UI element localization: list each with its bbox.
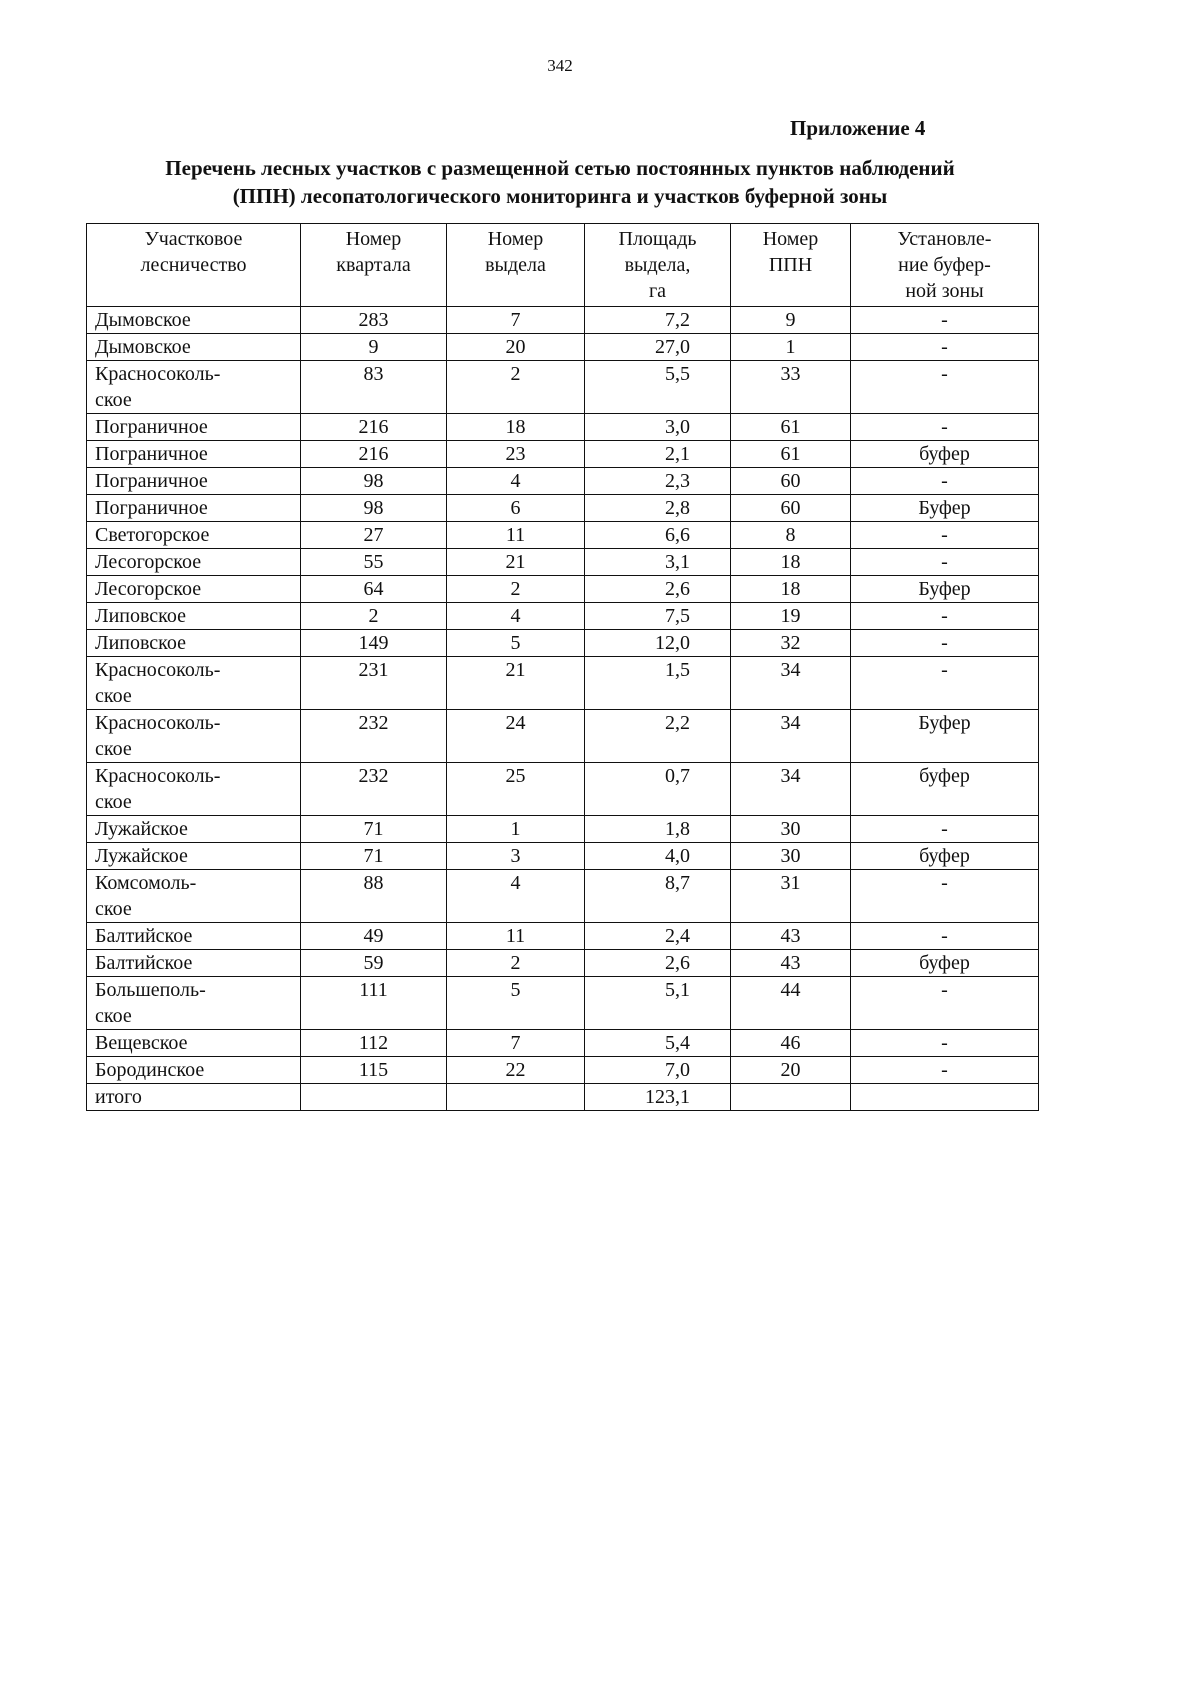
forestry-cell bbox=[87, 977, 301, 1030]
ppn-cell: 18 bbox=[731, 549, 851, 576]
forestry-cell bbox=[87, 843, 301, 870]
area-cell: 27,0 bbox=[585, 334, 731, 361]
table-row bbox=[87, 763, 1039, 816]
quarter-cell: 149 bbox=[301, 630, 447, 657]
buffer-cell: - bbox=[851, 334, 1039, 361]
forestry-name-line: ское bbox=[95, 685, 132, 707]
forestry-cell bbox=[87, 630, 301, 657]
area-cell: 2,4 bbox=[585, 923, 731, 950]
quarter-cell: 283 bbox=[301, 307, 447, 334]
forestry-cell bbox=[87, 549, 301, 576]
forestry-name-line: Лесогорское bbox=[95, 551, 202, 573]
area-cell: 1,8 bbox=[585, 816, 731, 843]
allotment-cell: 18 bbox=[447, 414, 585, 441]
total-label: итого bbox=[87, 1084, 301, 1111]
quarter-cell: 232 bbox=[301, 710, 447, 763]
allotment-cell: 21 bbox=[447, 549, 585, 576]
allotment-cell: 7 bbox=[447, 307, 585, 334]
ppn-cell: 1 bbox=[731, 334, 851, 361]
total-area: 123,1 bbox=[585, 1084, 731, 1111]
quarter-cell: 55 bbox=[301, 549, 447, 576]
area-cell: 8,7 bbox=[585, 870, 731, 923]
forestry-name-line: Балтийское bbox=[95, 925, 193, 947]
forestry-name-line: Липовское bbox=[95, 605, 186, 627]
buffer-cell: - bbox=[851, 468, 1039, 495]
forestry-name-line: ское bbox=[95, 1005, 132, 1027]
forestry-name-line: ское bbox=[95, 791, 132, 813]
table-row bbox=[87, 870, 1039, 923]
ppn-cell: 44 bbox=[731, 977, 851, 1030]
forestry-cell bbox=[87, 441, 301, 468]
quarter-cell: 111 bbox=[301, 977, 447, 1030]
ppn-cell: 43 bbox=[731, 923, 851, 950]
area-cell: 7,0 bbox=[585, 1057, 731, 1084]
table-row bbox=[87, 307, 1039, 334]
allotment-cell: 25 bbox=[447, 763, 585, 816]
forestry-name-line: Красносоколь- bbox=[95, 765, 221, 787]
header-allotment-number: Номер выдела bbox=[447, 224, 585, 307]
quarter-cell: 64 bbox=[301, 576, 447, 603]
header-quarter-number: Номер квартала bbox=[301, 224, 447, 307]
area-cell: 4,0 bbox=[585, 843, 731, 870]
document-title-line-2: (ППН) лесопатологического мониторинга и участков буферной зоны bbox=[232, 184, 888, 208]
allotment-cell: 11 bbox=[447, 522, 585, 549]
forestry-name-line: Пограничное bbox=[95, 497, 208, 519]
area-cell: 2,3 bbox=[585, 468, 731, 495]
area-cell: 2,2 bbox=[585, 710, 731, 763]
quarter-cell: 216 bbox=[301, 414, 447, 441]
forestry-cell bbox=[87, 710, 301, 763]
table-row bbox=[87, 977, 1039, 1030]
area-cell: 5,4 bbox=[585, 1030, 731, 1057]
forestry-cell bbox=[87, 763, 301, 816]
total-cell bbox=[731, 1084, 851, 1111]
buffer-cell: Буфер bbox=[851, 710, 1039, 763]
forestry-name-line: ское bbox=[95, 898, 132, 920]
quarter-cell: 115 bbox=[301, 1057, 447, 1084]
forestry-cell bbox=[87, 495, 301, 522]
forestry-cell bbox=[87, 870, 301, 923]
ppn-cell: 46 bbox=[731, 1030, 851, 1057]
quarter-cell: 71 bbox=[301, 843, 447, 870]
allotment-cell: 21 bbox=[447, 657, 585, 710]
appendix-label: Приложение 4 bbox=[790, 116, 926, 140]
area-cell: 1,5 bbox=[585, 657, 731, 710]
forestry-cell bbox=[87, 361, 301, 414]
forestry-cell bbox=[87, 414, 301, 441]
total-cell bbox=[301, 1084, 447, 1111]
forestry-cell bbox=[87, 1030, 301, 1057]
allotment-cell: 2 bbox=[447, 950, 585, 977]
buffer-cell: - bbox=[851, 923, 1039, 950]
buffer-cell: - bbox=[851, 657, 1039, 710]
area-cell: 7,5 bbox=[585, 603, 731, 630]
table-row bbox=[87, 843, 1039, 870]
ppn-cell: 30 bbox=[731, 816, 851, 843]
forestry-name-line: Светогорское bbox=[95, 524, 210, 546]
buffer-cell: - bbox=[851, 307, 1039, 334]
buffer-cell: - bbox=[851, 977, 1039, 1030]
buffer-cell: буфер bbox=[851, 441, 1039, 468]
area-cell: 3,1 bbox=[585, 549, 731, 576]
quarter-cell: 112 bbox=[301, 1030, 447, 1057]
table-row bbox=[87, 468, 1039, 495]
table-row bbox=[87, 1057, 1039, 1084]
forestry-cell bbox=[87, 334, 301, 361]
table-row bbox=[87, 1030, 1039, 1057]
area-cell: 2,1 bbox=[585, 441, 731, 468]
forestry-name-line: Дымовское bbox=[95, 309, 191, 331]
buffer-cell: буфер bbox=[851, 950, 1039, 977]
allotment-cell: 24 bbox=[447, 710, 585, 763]
forestry-name-line: Красносоколь- bbox=[95, 363, 221, 385]
forestry-name-line: Бородинское bbox=[95, 1059, 205, 1081]
allotment-cell: 22 bbox=[447, 1057, 585, 1084]
allotment-cell: 3 bbox=[447, 843, 585, 870]
allotment-cell: 7 bbox=[447, 1030, 585, 1057]
forestry-name-line: Лесогорское bbox=[95, 578, 202, 600]
forestry-cell bbox=[87, 923, 301, 950]
table-row bbox=[87, 923, 1039, 950]
table-row bbox=[87, 414, 1039, 441]
forestry-cell bbox=[87, 522, 301, 549]
header-forestry: Участковое лесничество bbox=[87, 224, 301, 307]
buffer-cell: Буфер bbox=[851, 576, 1039, 603]
quarter-cell: 88 bbox=[301, 870, 447, 923]
quarter-cell: 2 bbox=[301, 603, 447, 630]
buffer-cell: - bbox=[851, 816, 1039, 843]
buffer-cell: - bbox=[851, 603, 1039, 630]
table-row bbox=[87, 657, 1039, 710]
ppn-cell: 20 bbox=[731, 1057, 851, 1084]
total-row bbox=[87, 1084, 1039, 1111]
ppn-cell: 61 bbox=[731, 414, 851, 441]
total-cell bbox=[447, 1084, 585, 1111]
ppn-cell: 18 bbox=[731, 576, 851, 603]
allotment-cell: 11 bbox=[447, 923, 585, 950]
quarter-cell: 83 bbox=[301, 361, 447, 414]
buffer-cell: буфер bbox=[851, 763, 1039, 816]
quarter-cell: 231 bbox=[301, 657, 447, 710]
area-cell: 5,1 bbox=[585, 977, 731, 1030]
area-cell: 2,6 bbox=[585, 950, 731, 977]
forestry-name-line: Вещевское bbox=[95, 1032, 188, 1054]
area-cell: 3,0 bbox=[585, 414, 731, 441]
forestry-name-line: Пограничное bbox=[95, 470, 208, 492]
forestry-name-line: Лужайское bbox=[95, 845, 188, 867]
buffer-cell: - bbox=[851, 630, 1039, 657]
forestry-cell bbox=[87, 950, 301, 977]
buffer-cell: - bbox=[851, 870, 1039, 923]
header-ppn-number: Номер ППН bbox=[731, 224, 851, 307]
ppn-cell: 34 bbox=[731, 657, 851, 710]
quarter-cell: 71 bbox=[301, 816, 447, 843]
buffer-cell: - bbox=[851, 361, 1039, 414]
document-title-line-1: Перечень лесных участков с размещенной сетью постоянных пунктов наблюдений bbox=[165, 156, 955, 180]
table-row bbox=[87, 495, 1039, 522]
allotment-cell: 5 bbox=[447, 977, 585, 1030]
buffer-cell: - bbox=[851, 414, 1039, 441]
ppn-cell: 31 bbox=[731, 870, 851, 923]
table-row bbox=[87, 816, 1039, 843]
table-row bbox=[87, 549, 1039, 576]
ppn-cell: 34 bbox=[731, 710, 851, 763]
forestry-cell bbox=[87, 1057, 301, 1084]
header-allotment-area: Площадь выдела, га bbox=[585, 224, 731, 307]
forestry-name-line: Большеполь- bbox=[95, 979, 206, 1001]
area-cell: 6,6 bbox=[585, 522, 731, 549]
forestry-name-line: Пограничное bbox=[95, 443, 208, 465]
buffer-cell: - bbox=[851, 549, 1039, 576]
forestry-name-line: Липовское bbox=[95, 632, 186, 654]
forestry-name-line: Красносоколь- bbox=[95, 712, 221, 734]
forestry-cell bbox=[87, 468, 301, 495]
forestry-name-line: Красносоколь- bbox=[95, 659, 221, 681]
table-row bbox=[87, 603, 1039, 630]
header-buffer-zone: Установле- ние буфер- ной зоны bbox=[851, 224, 1039, 307]
table-body bbox=[87, 307, 1039, 1084]
ppn-cell: 19 bbox=[731, 603, 851, 630]
forestry-name-line: Лужайское bbox=[95, 818, 188, 840]
forestry-cell bbox=[87, 603, 301, 630]
ppn-cell: 8 bbox=[731, 522, 851, 549]
ppn-cell: 30 bbox=[731, 843, 851, 870]
allotment-cell: 4 bbox=[447, 468, 585, 495]
area-cell: 7,2 bbox=[585, 307, 731, 334]
area-cell: 2,6 bbox=[585, 576, 731, 603]
allotment-cell: 4 bbox=[447, 870, 585, 923]
forestry-name-line: ское bbox=[95, 389, 132, 411]
table-row bbox=[87, 630, 1039, 657]
forestry-cell bbox=[87, 576, 301, 603]
ppn-cell: 34 bbox=[731, 763, 851, 816]
table-row bbox=[87, 950, 1039, 977]
allotment-cell: 23 bbox=[447, 441, 585, 468]
table-row bbox=[87, 441, 1039, 468]
total-cell bbox=[851, 1084, 1039, 1111]
forestry-cell bbox=[87, 307, 301, 334]
ppn-cell: 32 bbox=[731, 630, 851, 657]
area-cell: 5,5 bbox=[585, 361, 731, 414]
buffer-cell: буфер bbox=[851, 843, 1039, 870]
buffer-cell: Буфер bbox=[851, 495, 1039, 522]
area-cell: 12,0 bbox=[585, 630, 731, 657]
ppn-cell: 60 bbox=[731, 495, 851, 522]
quarter-cell: 27 bbox=[301, 522, 447, 549]
forestry-cell bbox=[87, 816, 301, 843]
allotment-cell: 6 bbox=[447, 495, 585, 522]
allotment-cell: 2 bbox=[447, 361, 585, 414]
forestry-name-line: Дымовское bbox=[95, 336, 191, 358]
table-row bbox=[87, 710, 1039, 763]
buffer-cell: - bbox=[851, 522, 1039, 549]
forestry-name-line: ское bbox=[95, 738, 132, 760]
quarter-cell: 49 bbox=[301, 923, 447, 950]
area-cell: 0,7 bbox=[585, 763, 731, 816]
ppn-cell: 33 bbox=[731, 361, 851, 414]
allotment-cell: 1 bbox=[447, 816, 585, 843]
quarter-cell: 98 bbox=[301, 495, 447, 522]
quarter-cell: 59 bbox=[301, 950, 447, 977]
ppn-cell: 60 bbox=[731, 468, 851, 495]
forestry-name-line: Комсомоль- bbox=[95, 872, 197, 894]
buffer-cell: - bbox=[851, 1057, 1039, 1084]
monitoring-sites-table bbox=[86, 223, 1039, 1111]
table-row bbox=[87, 576, 1039, 603]
table-row bbox=[87, 334, 1039, 361]
allotment-cell: 20 bbox=[447, 334, 585, 361]
forestry-cell bbox=[87, 657, 301, 710]
page-number: 342 bbox=[547, 56, 573, 75]
allotment-cell: 2 bbox=[447, 576, 585, 603]
allotment-cell: 4 bbox=[447, 603, 585, 630]
forestry-name-line: Балтийское bbox=[95, 952, 193, 974]
document-title bbox=[80, 154, 1040, 210]
area-cell: 2,8 bbox=[585, 495, 731, 522]
allotment-cell: 5 bbox=[447, 630, 585, 657]
quarter-cell: 9 bbox=[301, 334, 447, 361]
table-header-row bbox=[87, 224, 1039, 307]
table-row bbox=[87, 361, 1039, 414]
ppn-cell: 9 bbox=[731, 307, 851, 334]
quarter-cell: 232 bbox=[301, 763, 447, 816]
table-row bbox=[87, 522, 1039, 549]
buffer-cell: - bbox=[851, 1030, 1039, 1057]
forestry-name-line: Пограничное bbox=[95, 416, 208, 438]
quarter-cell: 98 bbox=[301, 468, 447, 495]
quarter-cell: 216 bbox=[301, 441, 447, 468]
ppn-cell: 43 bbox=[731, 950, 851, 977]
ppn-cell: 61 bbox=[731, 441, 851, 468]
